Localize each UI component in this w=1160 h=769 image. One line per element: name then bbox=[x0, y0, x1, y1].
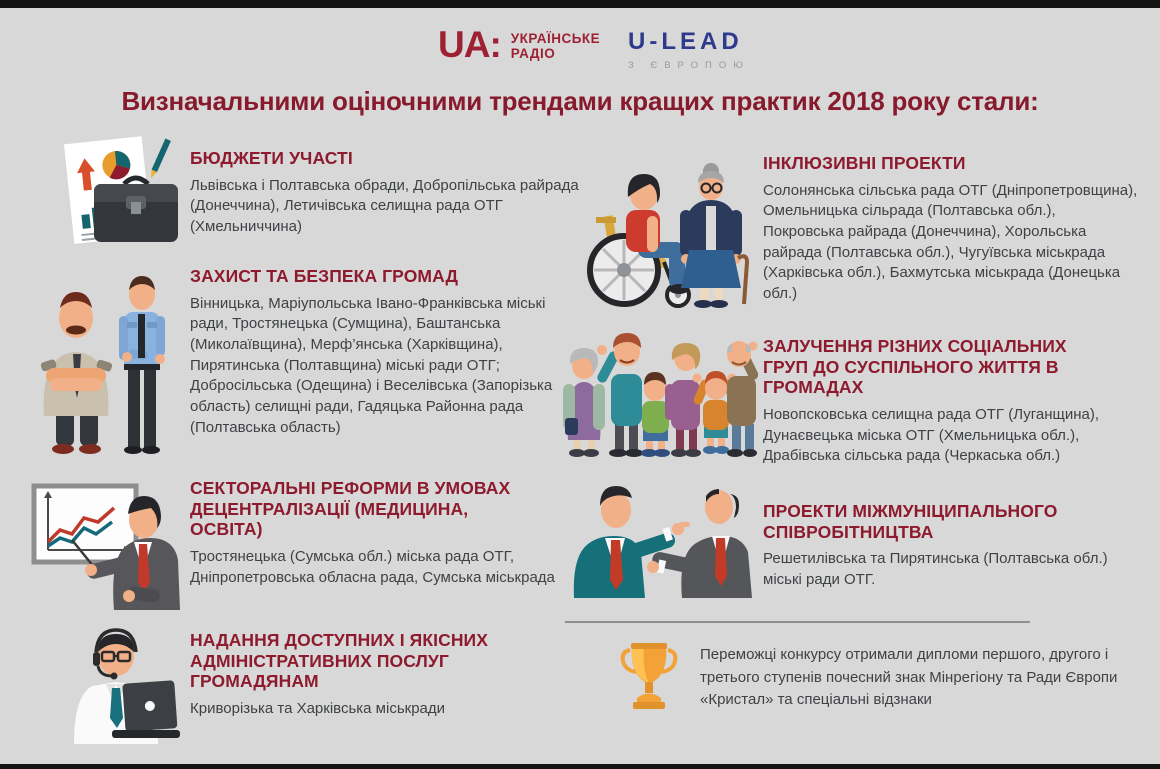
section-admin-services-body: Криворізька та Харківська міськради bbox=[190, 699, 446, 717]
ua-logo-mark: UA: bbox=[438, 24, 501, 65]
ulead-logo-name: U-LEAD bbox=[628, 28, 743, 55]
section-safety-body: Вінницька, Маріупольська Івано-Франківська міські ради, Тростянецька (Сумщина), Баштанська (Миколаївщина), Мерф’янська (Харківщина), Пирятинська (Полтавщина) міські ради ОТГ; Добросільська (Одещина) і Веселівська (Запорізька область) селищні ради, Гадяцька Районна рада (Полтавська область) bbox=[190, 294, 553, 436]
section-sector-reforms-body: Тростянецька (Сумська обл.) міська рада ОТГ, Дніпропетровська обласна рада, Сумська міськрада bbox=[190, 547, 555, 586]
section-inclusive bbox=[763, 153, 1138, 305]
businessmen-talking-icon bbox=[566, 476, 754, 598]
section-safety-title: ЗАХИСТ ТА БЕЗПЕКА ГРОМАД bbox=[190, 266, 459, 286]
family-group-icon bbox=[560, 322, 758, 464]
section-budget bbox=[190, 148, 580, 238]
ulead-logo-tagline: З ЄВРОПОЮ bbox=[628, 60, 750, 71]
section-intermunicipal-title: ПРОЕКТИ МІЖМУНІЦИПАЛЬНОГО СПІВРОБІТНИЦТВА bbox=[763, 501, 1058, 542]
page-title: Визначальними оціночними трендами кращих практик 2018 року стали: bbox=[121, 86, 1039, 116]
section-safety bbox=[190, 266, 580, 438]
section-sector-reforms-title: СЕКТОРАЛЬНІ РЕФОРМИ В УМОВАХ ДЕЦЕНТРАЛІЗАЦІЇ (МЕДИЦИНА, ОСВІТА) bbox=[190, 478, 511, 540]
trophy-icon bbox=[618, 640, 680, 712]
section-intermunicipal bbox=[763, 501, 1143, 591]
ulead-logo bbox=[628, 30, 750, 71]
section-intermunicipal-body: Решетилівська та Пирятинська (Полтавська обл.) міські ради ОТГ. bbox=[763, 550, 1108, 588]
bottom-edge-bar bbox=[0, 764, 1160, 769]
section-social-groups-title: ЗАЛУЧЕННЯ РІЗНИХ СОЦІАЛЬНИХ ГРУП ДО СУСПІЛЬНОГО ЖИТТЯ В ГРОМАДАХ bbox=[763, 336, 1067, 398]
section-budget-title: БЮДЖЕТИ УЧАСТІ bbox=[190, 148, 353, 168]
section-admin-services-title: НАДАННЯ ДОСТУПНИХ І ЯКІСНИХ АДМІНІСТРАТИВНИХ ПОСЛУГ ГРОМАДЯНАМ bbox=[190, 630, 489, 692]
police-officers-icon bbox=[24, 266, 186, 464]
section-admin-services bbox=[190, 630, 580, 720]
footer-divider bbox=[565, 621, 1030, 623]
inclusive-people-icon bbox=[568, 158, 756, 310]
top-edge-bar bbox=[0, 0, 1160, 8]
ua-radio-logo bbox=[438, 26, 600, 63]
section-sector-reforms bbox=[190, 478, 580, 588]
budget-briefcase-icon bbox=[58, 136, 180, 248]
section-budget-body: Львівська і Полтавська обради, Добропільська райрада (Донеччина), Летичівська селищна рада ОТГ (Хмельниччина) bbox=[190, 176, 579, 236]
footer-note-text: Переможці конкурсу отримали дипломи першого, другого і третього ступенів почесний знак Мінрегіону та Ради Європи «Кристал» та спеціальні відзнаки bbox=[700, 646, 1118, 708]
ua-logo-line1: УКРАЇНСЬКЕ bbox=[510, 31, 601, 46]
section-inclusive-body: Солонянська сільська рада ОТГ (Дніпропетровщина), Омельницька сільрада (Полтавська обл.), Покровська райрада (Донеччина), Хорольська райрада (Полтавська обл.), Чугуївська міськрада (Харківська обл.), Бахмутська міськрада (Донецька обл.) bbox=[763, 181, 1138, 303]
section-social-groups bbox=[763, 336, 1148, 467]
support-operator-icon bbox=[62, 626, 184, 744]
ua-logo-line2: РАДІО bbox=[510, 46, 556, 62]
section-inclusive-title: ІНКЛЮЗИВНІ ПРОЕКТИ bbox=[763, 153, 966, 173]
section-social-groups-body: Новопсковська селищна рада ОТГ (Луганщина), Дунаєвецька міська ОТГ (Хмельницька обл.), Драбівська сільська рада (Черкаська обл.) bbox=[763, 405, 1099, 465]
presenter-chart-icon bbox=[28, 478, 180, 610]
